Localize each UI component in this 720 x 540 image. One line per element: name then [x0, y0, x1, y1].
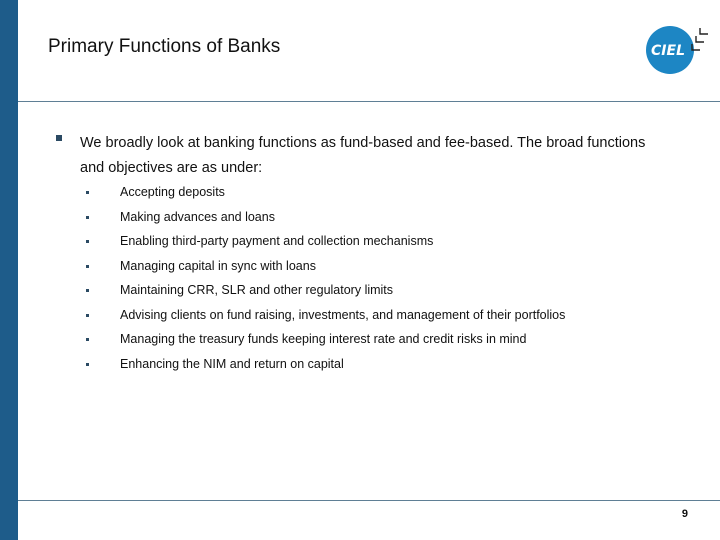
bullet-icon	[86, 265, 89, 268]
list-item-text: Managing capital in sync with loans	[120, 258, 316, 273]
ciel-logo	[630, 18, 710, 78]
list-item-text: Enabling third-party payment and collection mechanisms	[120, 234, 434, 248]
list-item	[86, 278, 565, 303]
bullet-icon	[86, 338, 89, 341]
list-item-text: Making advances and loans	[120, 209, 275, 224]
left-accent-band	[0, 0, 18, 540]
list-item	[86, 327, 565, 352]
footer-divider	[18, 500, 720, 501]
bullet-icon	[86, 363, 89, 366]
list-item-text: Maintaining CRR, SLR and other regulatory limits	[120, 283, 394, 297]
list-item	[86, 254, 565, 279]
list-item-text: Advising clients on fund raising, investments, and management of their portfolios	[120, 307, 566, 322]
page-number: 9	[681, 508, 688, 520]
list-item-text: Managing the treasury funds keeping interest rate and credit risks in mind	[120, 332, 527, 346]
square-bullet-icon	[56, 135, 62, 141]
logo-text: CIEL	[651, 43, 685, 59]
bullet-icon	[86, 240, 89, 243]
functions-list	[86, 180, 565, 376]
list-item-text: Accepting deposits	[120, 185, 225, 199]
bullet-icon	[86, 191, 89, 194]
list-item	[86, 205, 565, 230]
logo-steps-icon	[692, 28, 708, 50]
list-item-text: Enhancing the NIM and return on capital	[120, 356, 344, 371]
bullet-icon	[86, 289, 89, 292]
header-divider	[18, 101, 720, 102]
list-item	[86, 352, 565, 377]
slide-title: Primary Functions of Banks	[48, 36, 281, 57]
bullet-icon	[86, 314, 89, 317]
intro-text: We broadly look at banking functions as fund-based and fee-based. The broad functions and objectives are as under:	[80, 135, 646, 176]
bullet-icon	[86, 216, 89, 219]
list-item	[86, 303, 565, 328]
list-item	[86, 229, 565, 254]
list-item	[86, 180, 565, 205]
intro-bullet-item	[56, 131, 656, 181]
